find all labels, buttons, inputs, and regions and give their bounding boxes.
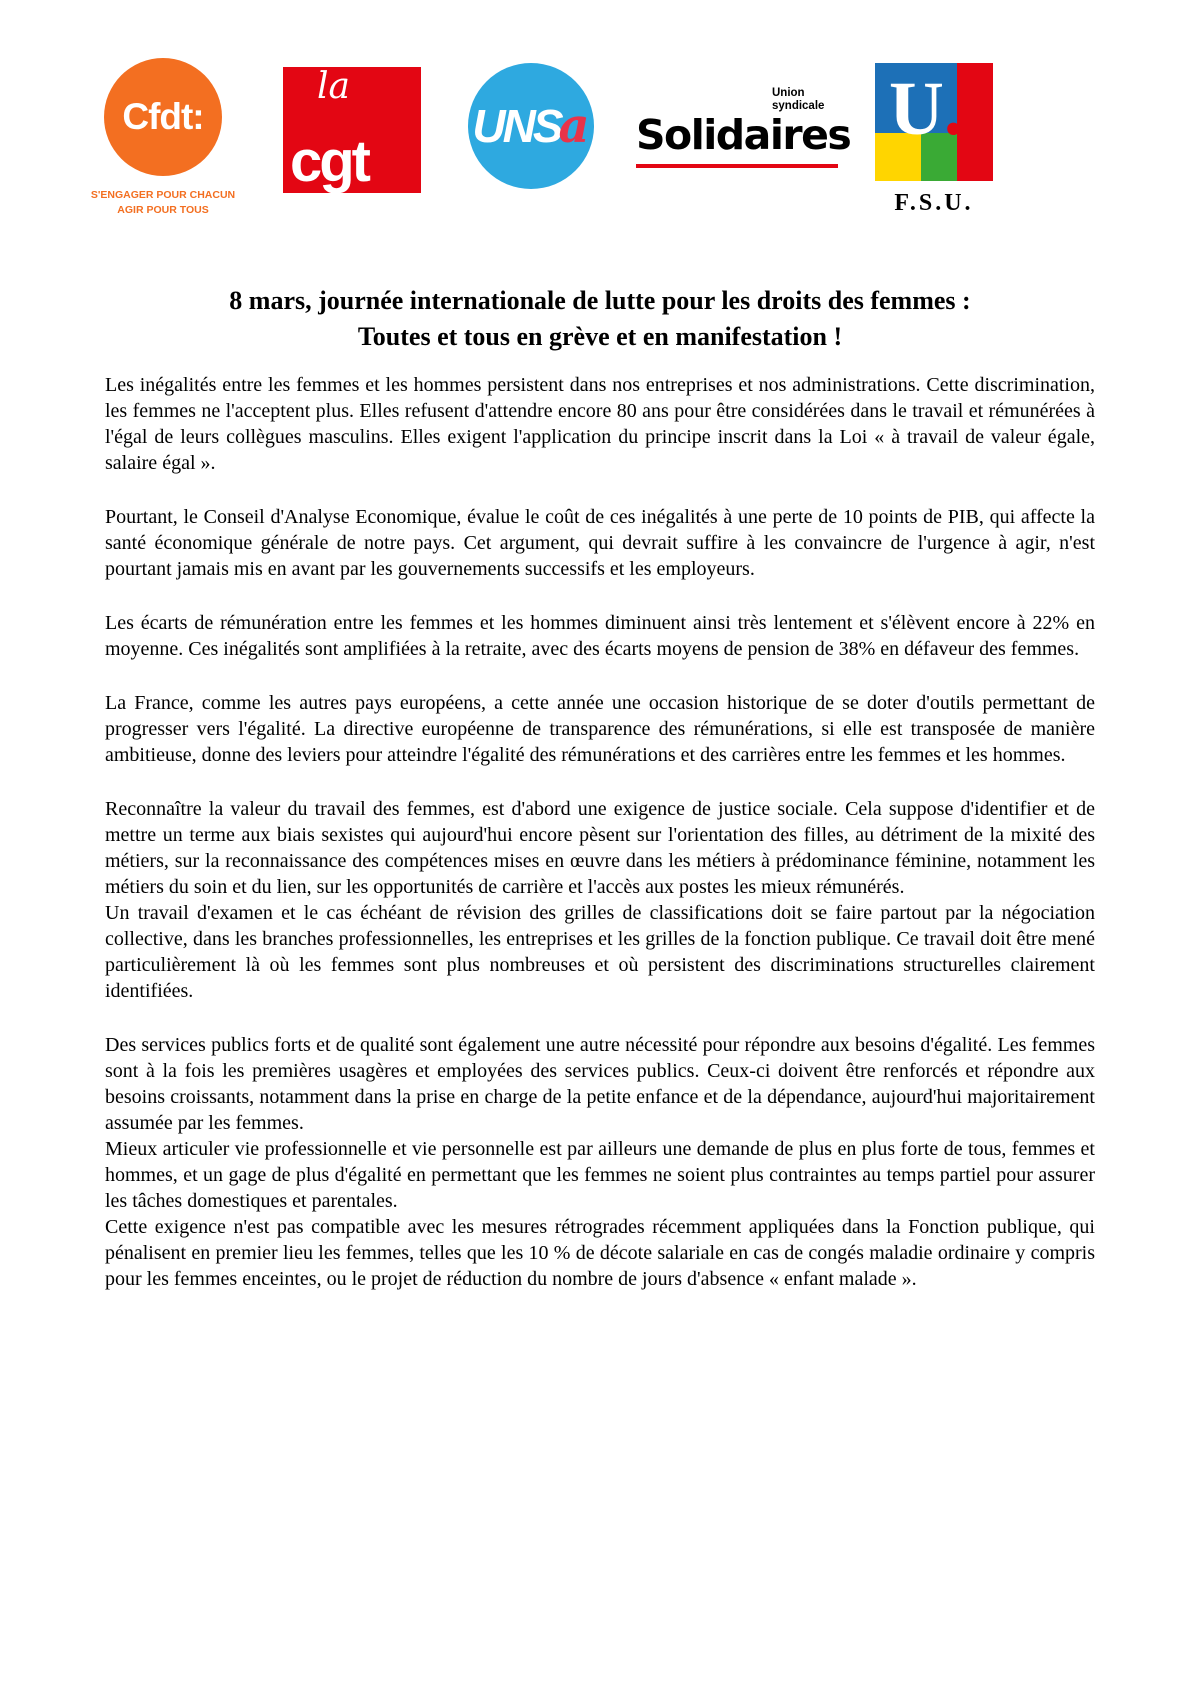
fsu-logo xyxy=(872,63,996,217)
unsa-logo xyxy=(468,63,594,189)
paragraph: Les inégalités entre les femmes et les hommes persistent dans nos entreprises et nos administrations. Cette discrimination, les femmes ne l'acceptent plus. Elles refusent d'attendre encore 80 ans pour être considérées dans le travail et rémunérées à l'égal de leurs collègues masculins. Elles exigent l'application du principe inscrit dans la Loi « à travail de valeur égale, salaire égal ». xyxy=(105,374,1095,474)
cfdt-tagline-line2: AGIR POUR TOUS xyxy=(117,203,209,216)
page-title xyxy=(60,283,1140,355)
paragraph: Des services publics forts et de qualité sont également une autre nécessité pour répondre aux besoins d'égalité. Les femmes sont à la fois les premières usagères et employées des services publics. Ceux-ci doivent être renforcés et répondre aux besoins croissants, notamment dans la prise en charge de la petite enfance et de la dépendance, aujourd'hui majoritairement assumée par les femmes. xyxy=(105,1034,1095,1134)
unsa-logo-text: UNS xyxy=(472,100,561,152)
fsu-logo-label: F.S.U. xyxy=(894,190,974,216)
union-logos-header xyxy=(0,55,1200,275)
solidaires-logo-text: Solidaires xyxy=(636,111,851,160)
paragraph: Les écarts de rémunération entre les femmes et les hommes diminuent ainsi très lentement et s'élèvent encore à 22% en moyenne. Ces inégalités sont amplifiées à la retraite, avec des écarts moyens de pension de 38% en défaveur des femmes. xyxy=(105,612,1095,660)
cgt-logo-text: cgt xyxy=(290,129,368,194)
paragraph-group-5 xyxy=(105,796,1095,1004)
cfdt-logo xyxy=(78,58,248,217)
paragraph: La France, comme les autres pays européens, a cette année une occasion historique de se doter d'outils permettant de progresser vers l'égalité. La directive européenne de transparence des rémunérations, si elle est transposée de manière ambitieuse, donne des leviers pour atteindre l'égalité des rémunérations et des carrières entre les femmes et les hommes. xyxy=(105,692,1095,766)
title-line1: 8 mars, journée internationale de lutte pour les droits des femmes : xyxy=(229,286,971,315)
cfdt-logo-text: Cfdt: xyxy=(122,96,204,137)
cfdt-circle xyxy=(104,58,222,176)
paragraph-group-1 xyxy=(105,372,1095,476)
paragraph-group-4 xyxy=(105,690,1095,768)
solidaires-red-underline xyxy=(636,164,838,168)
fsu-logo-dot: . xyxy=(943,67,963,151)
solidaires-union-syndicale-text: Union syndicale xyxy=(772,87,825,113)
paragraph-group-6 xyxy=(105,1032,1095,1292)
paragraph: Reconnaître la valeur du travail des femmes, est d'abord une exigence de justice sociale. Cela suppose d'identifier et de mettre un terme aux biais sexistes qui aujourd'hui encore pèsent sur l'orientation des filles, au détriment de la mixité des métiers, sur la reconnaissance des compétences mises en œuvre dans les métiers à prédominance féminine, notamment les métiers du soin et du lien, sur les opportunités de carrière et l'accès aux postes les mieux rémunérés. xyxy=(105,798,1095,898)
cfdt-tagline-line1: S'ENGAGER POUR CHACUN xyxy=(90,189,236,201)
unsa-logo-a-text: a xyxy=(558,98,590,154)
paragraph: Mieux articuler vie professionnelle et vie personnelle est par ailleurs une demande de plus en plus forte de tous, femmes et hommes, et un gage de plus d'égalité en permettant que les femmes ne soient plus contraintes au temps partiel pour assurer les tâches domestiques et parentales. xyxy=(105,1138,1095,1212)
title-line2: Toutes et tous en grève et en manifestation ! xyxy=(357,322,843,351)
fsu-logo-u-text: U. xyxy=(889,67,963,151)
paragraph-group-3 xyxy=(105,610,1095,662)
cgt-logo xyxy=(283,67,421,193)
paragraph: Cette exigence n'est pas compatible avec les mesures rétrogrades récemment appliquées dans la Fonction publique, qui pénalisent en premier lieu les femmes, telles que les 10 % de décote salariale en cas de congés maladie ordinaire y compris pour les femmes enceintes, ou le projet de réduction du nombre de jours d'absence « enfant malade ». xyxy=(105,1216,1095,1290)
paragraph: Pourtant, le Conseil d'Analyse Economique, évalue le coût de ces inégalités à une perte de 10 points de PIB, qui affecte la santé économique générale de notre pays. Cet argument, qui devrait suffire à les convaincre de l'urgence à agir, n'est pourtant jamais mis en avant par les gouvernements successifs et les employeurs. xyxy=(105,506,1095,580)
document-body xyxy=(105,372,1095,1320)
paragraph-group-2 xyxy=(105,504,1095,582)
solidaires-logo xyxy=(636,87,851,168)
fsu-logo-art xyxy=(875,63,993,181)
paragraph: Un travail d'examen et le cas échéant de révision des grilles de classifications doit se faire partout par la négociation collective, dans les branches professionnelles, les entreprises et les grilles de la fonction publique. Ce travail doit être mené particulièrement là où les femmes sont plus nombreuses et où persistent des discriminations structurelles clairement identifiées. xyxy=(105,902,1095,1002)
cgt-logo-la-text: la xyxy=(317,66,350,107)
cfdt-tagline xyxy=(78,188,248,217)
